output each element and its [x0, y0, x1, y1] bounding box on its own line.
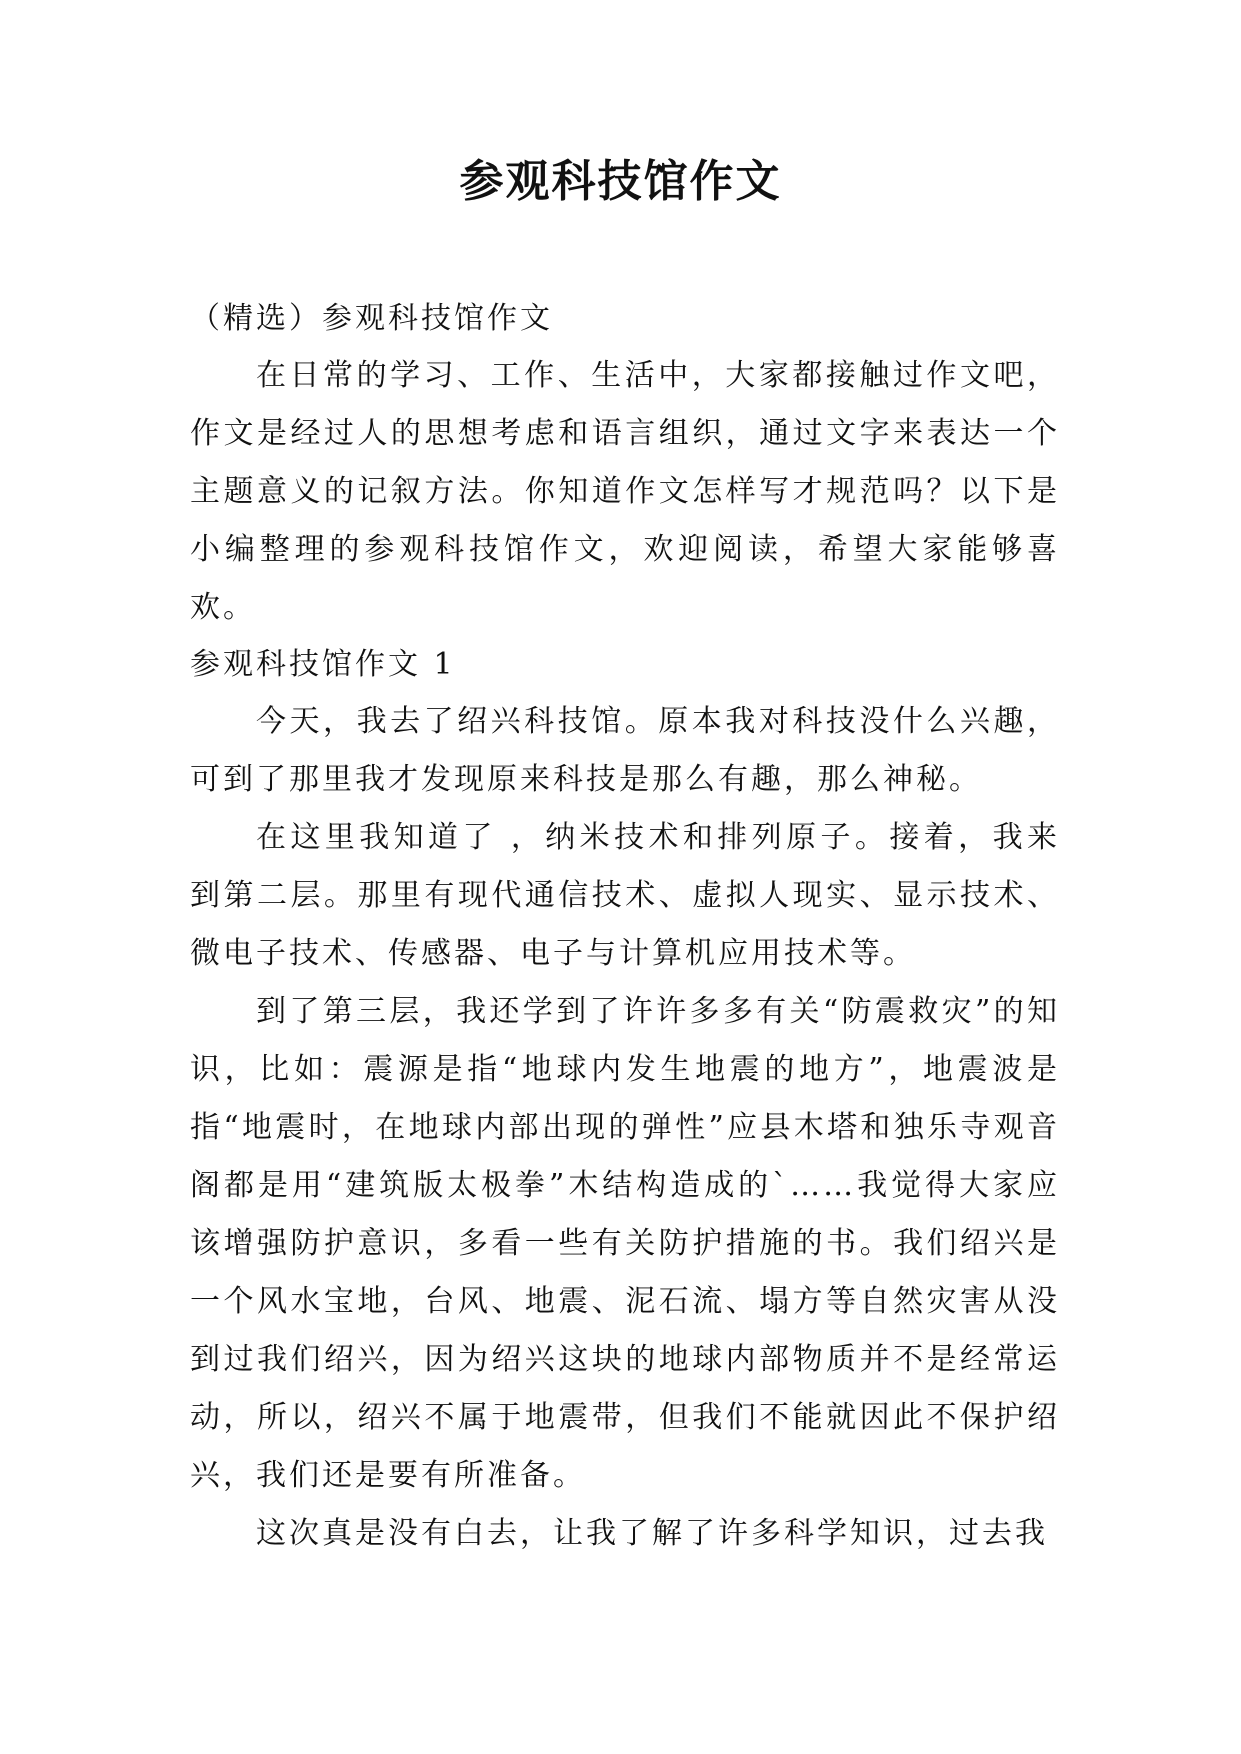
essay-paragraph-1: 今天，我去了绍兴科技馆。原本我对科技没什么兴趣，可到了那里我才发现原来科技是那么有趣，那么神秘。 — [190, 704, 1060, 797]
intro-paragraph: 在日常的学习、工作、生活中，大家都接触过作文吧，作文是经过人的思想考虑和语言组织，通过文字来表达一个主题意义的记叙方法。你知道作文怎样写才规范吗？以下是小编整理的参观科技馆作文，欢迎阅读，希望大家能够喜欢。 — [190, 358, 1060, 625]
intro-section — [190, 347, 1060, 637]
essay-paragraph-2: 在这里我知道了 ，纳米技术和排列原子。接着，我来到第二层。那里有现代通信技术、虚拟人现实、显示技术、微电子技术、传感器、电子与计算机应用技术等。 — [190, 820, 1060, 971]
essay-paragraph-4: 这次真是没有白去，让我了解了许多科学知识，过去我 — [256, 1516, 1048, 1551]
document-subtitle: （精选）参观科技馆作文 — [190, 301, 553, 336]
page-title: 参观科技馆作文 — [459, 156, 782, 207]
section-heading: 参观科技馆作文 1 — [190, 647, 456, 682]
essay-paragraph-3: 到了第三层，我还学到了许许多多有关“防震救灾”的知识，比如：震源是指“地球内发生地震的地方”，地震波是指“地震时，在地球内部出现的弹性”应县木塔和独乐寺观音阁都是用“建筑版太极拳”木结构造成的`……我觉得大家应该增强防护意识，多看一些有关防护措施的书。我们绍兴是一个风水宝地，台风、地震、泥石流、塌方等自然灾害从没到过我们绍兴，因为绍兴这块的地球内部物质并不是经常运动，所以，绍兴不属于地震带，但我们不能就因此不保护绍兴，我们还是要有所准备。 — [190, 994, 1060, 1493]
essay-body — [190, 693, 1060, 1563]
